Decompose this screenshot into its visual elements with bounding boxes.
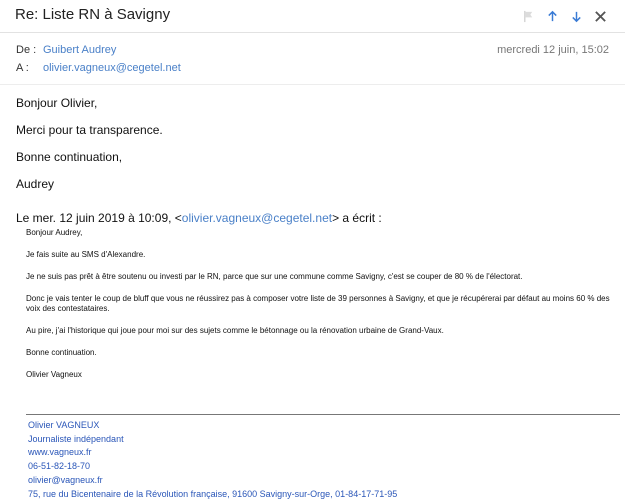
quoted-paragraph: Je ne suis pas prêt à être soutenu ou investi par le RN, parce que sur une commune comme Savigny, c'est se couper de 80 % de l'électorat. [26,272,523,281]
from-value[interactable]: Guibert Audrey [43,44,117,56]
quote-header [16,211,382,225]
signature-block [28,419,397,501]
signature-name: Olivier VAGNEUX [28,420,100,430]
from-label: De : [16,44,37,56]
message-body [16,96,616,191]
signature-divider [26,414,620,415]
message-actions [513,7,609,25]
body-line: Merci pour ta transparence. [16,123,163,137]
quoted-paragraph: Donc je vais tenter le coup de bluff que vous ne réussirez pas à composer votre liste de 39 personnes à Savigny, et que je récupérerai par défaut au moins 60 % des voix des contestataires. [26,294,610,313]
signature-title: Journaliste indépendant [28,433,124,444]
close-icon[interactable] [591,7,609,25]
quoted-signature-name: Olivier Vagneux [26,370,82,379]
quoted-paragraph: Bonne continuation. [26,348,97,357]
quoted-paragraph: Bonjour Audrey, [26,228,83,237]
signature-address: 75, rue du Bicentenaire de la Révolution française, 91600 Savigny-sur-Orge, 01-84-17-71-95 [28,488,398,499]
body-signoff: Audrey [16,177,55,191]
to-label: A : [16,62,29,74]
quoted-paragraph: Je fais suite au SMS d'Alexandre. [26,250,146,259]
quoted-paragraph: Au pire, j'ai l'historique qui joue pour moi sur des sujets comme le bétonnage ou la rénovation urbaine de Grand-Vaux. [26,326,444,335]
flag-icon[interactable] [519,7,537,25]
message-header [0,0,625,33]
signature-website[interactable]: www.vagneux.fr [28,447,92,458]
quote-suffix: > a écrit : [332,211,382,225]
signature-email[interactable]: olivier@vagneux.fr [28,474,103,485]
body-line: Bonne continuation, [16,150,123,164]
subject-title: Re: Liste RN à Savigny [15,6,171,23]
from-row [0,44,625,62]
arrow-down-icon[interactable] [567,7,585,25]
quote-email-link[interactable]: olivier.vagneux@cegetel.net [181,211,333,225]
signature-phone[interactable]: 06-51-82-18-70 [28,461,91,472]
body-greeting: Bonjour Olivier, [16,96,98,110]
meta-divider [0,84,625,85]
quote-prefix: Le mer. 12 juin 2019 à 10:09, < [16,211,182,225]
to-row [0,62,625,80]
to-value[interactable]: olivier.vagneux@cegetel.net [43,62,181,74]
arrow-up-icon[interactable] [543,7,561,25]
quoted-message [26,228,620,380]
message-date: mercredi 12 juin, 15:02 [497,44,609,56]
message-meta [0,44,625,80]
